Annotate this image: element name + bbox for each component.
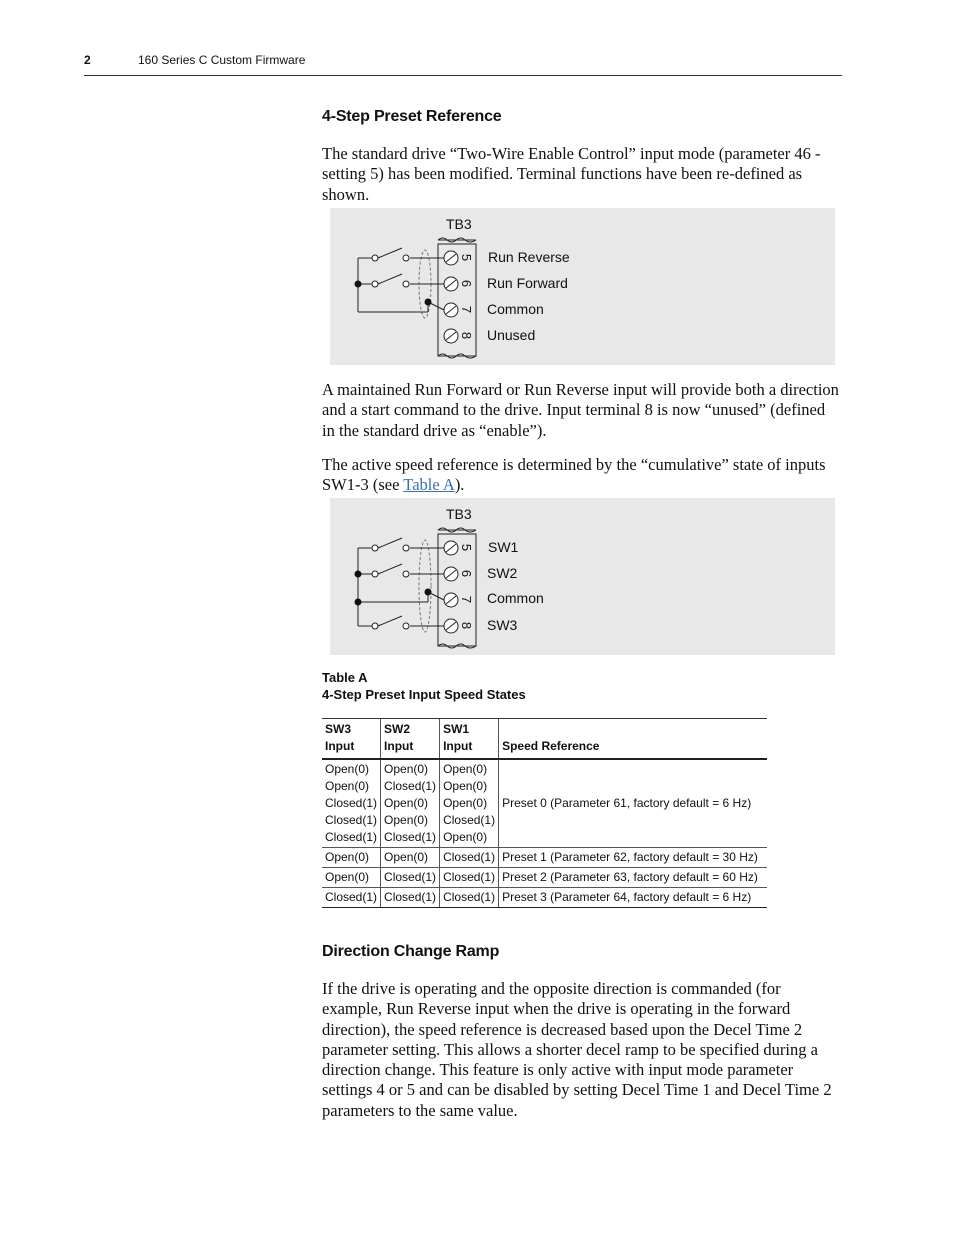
table-row <box>322 759 767 848</box>
cell-speed-reference: Preset 3 (Parameter 64, factory default = 6 Hz) <box>499 888 767 908</box>
terminal-block-label: TB3 <box>446 506 472 522</box>
section-heading-preset: 4-Step Preset Reference <box>322 108 502 125</box>
paragraph-text: ). <box>454 475 465 495</box>
cell-sw3: Open(0) <box>322 868 381 888</box>
terminal-label: Run Forward <box>487 275 568 291</box>
cell-sw2: Closed(1) <box>381 868 440 888</box>
section-heading-direction: Direction Change Ramp <box>322 943 500 960</box>
preset-speed-table <box>322 718 767 908</box>
terminal-label: Common <box>487 590 544 606</box>
terminal-number: 6 <box>459 279 475 288</box>
paragraph-speed-reference <box>322 455 842 496</box>
cell-sw1: Open(0) Open(0) Open(0) Closed(1) Open(0) <box>440 759 499 848</box>
cell-sw1: Closed(1) <box>440 868 499 888</box>
cell-sw2: Closed(1) <box>381 888 440 908</box>
cell-sw1: Closed(1) <box>440 848 499 868</box>
terminal-number: 7 <box>459 595 475 604</box>
header-sw1: SW1 Input <box>440 719 499 760</box>
terminal-label: Unused <box>487 327 536 343</box>
table-row <box>322 888 767 908</box>
cell-speed-reference: Preset 0 (Parameter 61, factory default = 6 Hz) <box>499 759 767 848</box>
terminal-label: SW1 <box>488 539 519 555</box>
header-sw3: SW3 Input <box>322 719 381 760</box>
terminal-number: 5 <box>459 543 475 552</box>
cell-speed-reference: Preset 2 (Parameter 63, factory default = 60 Hz) <box>499 868 767 888</box>
header-sw2: SW2 Input <box>381 719 440 760</box>
table-header-row <box>322 719 767 760</box>
cell-speed-reference: Preset 1 (Parameter 62, factory default = 30 Hz) <box>499 848 767 868</box>
header-rule <box>84 75 842 76</box>
terminal-label: Run Reverse <box>488 249 570 265</box>
table-caption-title: 4-Step Preset Input Speed States <box>322 686 526 702</box>
paragraph-intro: The standard drive “Two-Wire Enable Control” input mode (parameter 46 - setting 5) has been modified. Terminal functions have been re-defined as shown. <box>322 144 821 204</box>
terminal-number: 8 <box>459 621 475 630</box>
cell-sw2: Open(0) <box>381 848 440 868</box>
table-row <box>322 848 767 868</box>
wiring-diagram-2-graphic <box>330 498 835 655</box>
table-caption-number: Table A <box>322 670 368 685</box>
terminal-number: 7 <box>459 305 475 314</box>
terminal-number: 6 <box>459 569 475 578</box>
terminal-number: 8 <box>459 331 475 340</box>
terminal-label: Common <box>487 301 544 317</box>
table-a-link[interactable]: Table A <box>403 475 455 495</box>
page-number: 2 <box>84 53 91 67</box>
cell-sw2: Open(0) Closed(1) Open(0) Open(0) Closed(1) <box>381 759 440 848</box>
terminal-block-label: TB3 <box>446 216 472 232</box>
wiring-diagram-2 <box>330 498 835 655</box>
cell-sw1: Closed(1) <box>440 888 499 908</box>
paragraph-direction-change: If the drive is operating and the opposite direction is commanded (for example, Run Reverse input when the drive is operating in the forward direction), the speed reference is decreased based upon the Decel Time 2 parameter setting. This allows a shorter decel ramp to be specified during a direction change. This feature is only active with input mode parameter settings 4 or 5 and can be disabled by setting Decel Time 1 and Decel Time 2 parameters to the same value. <box>322 979 832 1120</box>
terminal-label: SW2 <box>487 565 518 581</box>
wiring-diagram-1 <box>330 208 835 365</box>
cell-sw3: Open(0) <box>322 848 381 868</box>
terminal-number: 5 <box>459 253 475 262</box>
terminal-label: SW3 <box>487 617 518 633</box>
running-title: 160 Series C Custom Firmware <box>138 53 306 67</box>
table-caption <box>322 670 526 703</box>
header-speed-reference: Speed Reference <box>499 719 767 760</box>
wiring-diagram-1-graphic <box>330 208 835 365</box>
paragraph-text: The active speed reference is determined by the “cumulative” state of inputs SW1-3 (see <box>322 455 826 495</box>
cell-sw3: Closed(1) <box>322 888 381 908</box>
cell-sw3: Open(0) Open(0) Closed(1) Closed(1) Closed(1) <box>322 759 381 848</box>
paragraph-maintained-input: A maintained Run Forward or Run Reverse input will provide both a direction and a start command to the drive. Input terminal 8 is now “unused” (defined in the standard drive as “enable”). <box>322 380 839 440</box>
table-row <box>322 868 767 888</box>
